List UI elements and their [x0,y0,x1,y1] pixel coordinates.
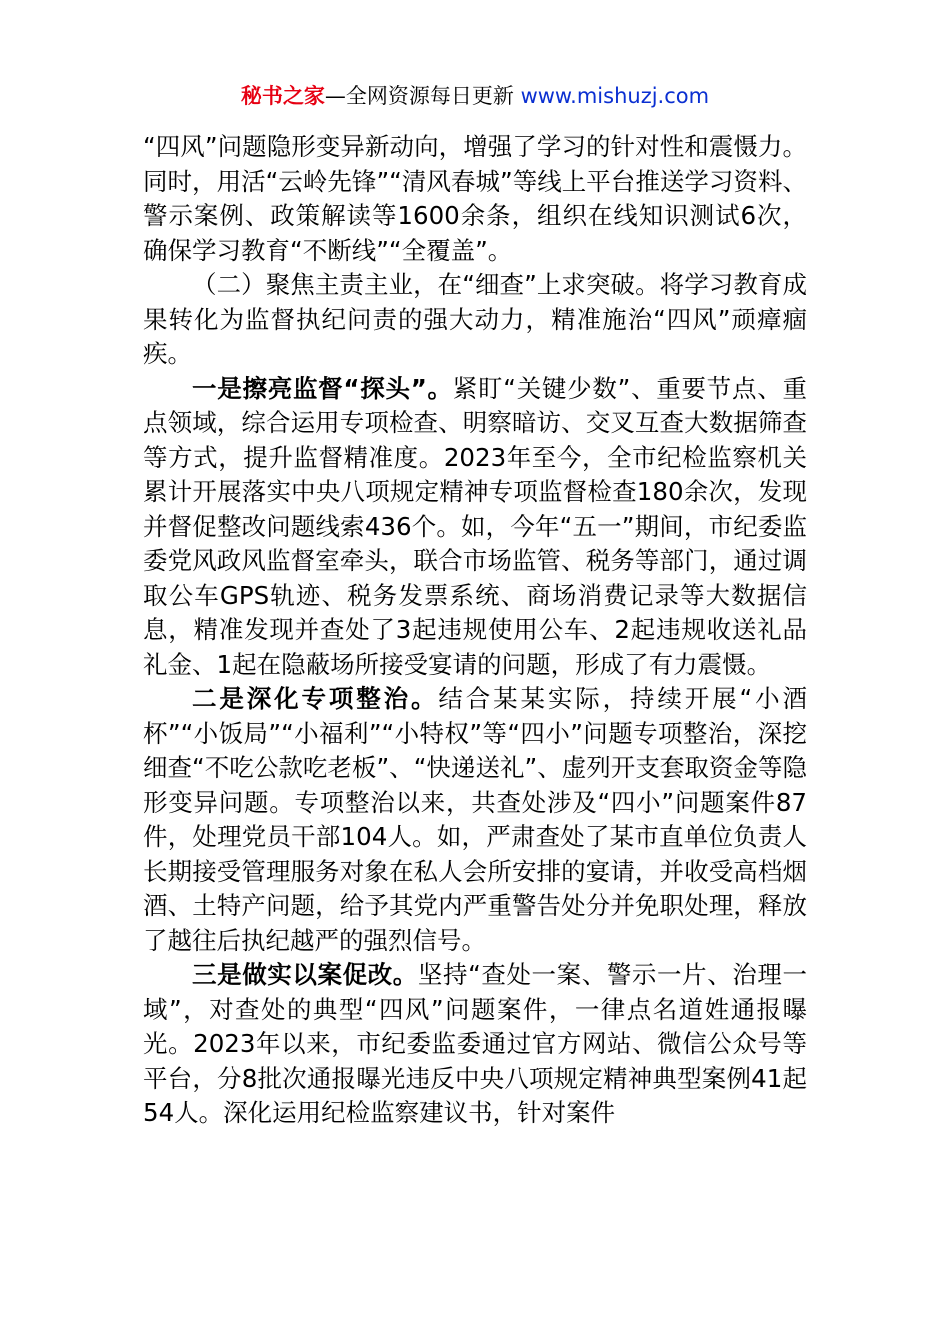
document-body [143,130,807,1131]
site-header [0,80,950,112]
paragraph-text: 坚持“查处一案、警示一片、治理一域”，对查处的典型“四风”问题案件，一律点名道姓通报曝光。2023年以来，市纪委监委通过官方网站、微信公众号等平台，分8批次通报曝光违反中央八项规定精神典型案例41起54人。深化运用纪检监察建议书，针对案件 [143,960,808,1127]
paragraph-supervision [143,372,807,683]
site-url-link[interactable]: www.mishuzj.com [520,84,710,108]
paragraph-text: “四风”问题隐形变异新动向，增强了学习的针对性和震慑力。同时，用活“云岭先锋”“清风春城”等线上平台推送学习资料、警示案例、政策解读等1600余条，组织在线知识测试6次，确保学习教育“不断线”“全覆盖”。 [143,132,807,265]
paragraph-text: 紧盯“关键少数”、重要节点、重点领域，综合运用专项检查、明察暗访、交叉互查大数据筛查等方式，提升监督精准度。2023年至今，全市纪检监察机关累计开展落实中央八项规定精神专项监督检查180余次，发现并督促整改问题线索436个。如，今年“五一”期间，市纪委监委党风政风监督室牵头，联合市场监管、税务等部门，通过调取公车GPS轨迹、税务发票系统、商场消费记录等大数据信息，精准发现并查处了3起违规使用公车、2起违规收送礼品礼金、1起在隐蔽场所接受宴请的问题，形成了有力震慑。 [143,373,807,679]
paragraph-text: 结合某某实际，持续开展“小酒杯”“小饭局”“小福利”“小特权”等“四小”问题专项整治，深挖细查“不吃公款吃老板”、“快递送礼”、虚列开支套取资金等隐形变异问题。专项整治以来，共查处涉及“四小”问题案件87件，处理党员干部104人。如，严肃查处了某市直单位负责人长期接受管理服务对象在私人会所安排的宴请，并收受高档烟酒、土特产问题，给予其党内严重警告处分并免职处理，释放了越往后执纪越严的强烈信号。 [143,684,808,955]
section-heading-paragraph [143,268,807,372]
paragraph-lead: 二是深化专项整治。 [192,684,439,713]
paragraph-continuation [143,130,807,268]
paragraph-text: （二）聚焦主责主业，在“细查”上求突破。将学习教育成果转化为监督执纪问责的强大动力，精准施治“四风”顽瘴痼疾。 [143,270,807,368]
paragraph-case-reform [143,958,807,1131]
paragraph-lead: 一是擦亮监督“探头”。 [192,373,453,403]
site-tagline: —全网资源每日更新 [324,84,514,108]
site-brand: 秘书之家 [240,84,325,108]
paragraph-rectification [143,682,807,958]
paragraph-lead: 三是做实以案促改。 [192,960,418,989]
